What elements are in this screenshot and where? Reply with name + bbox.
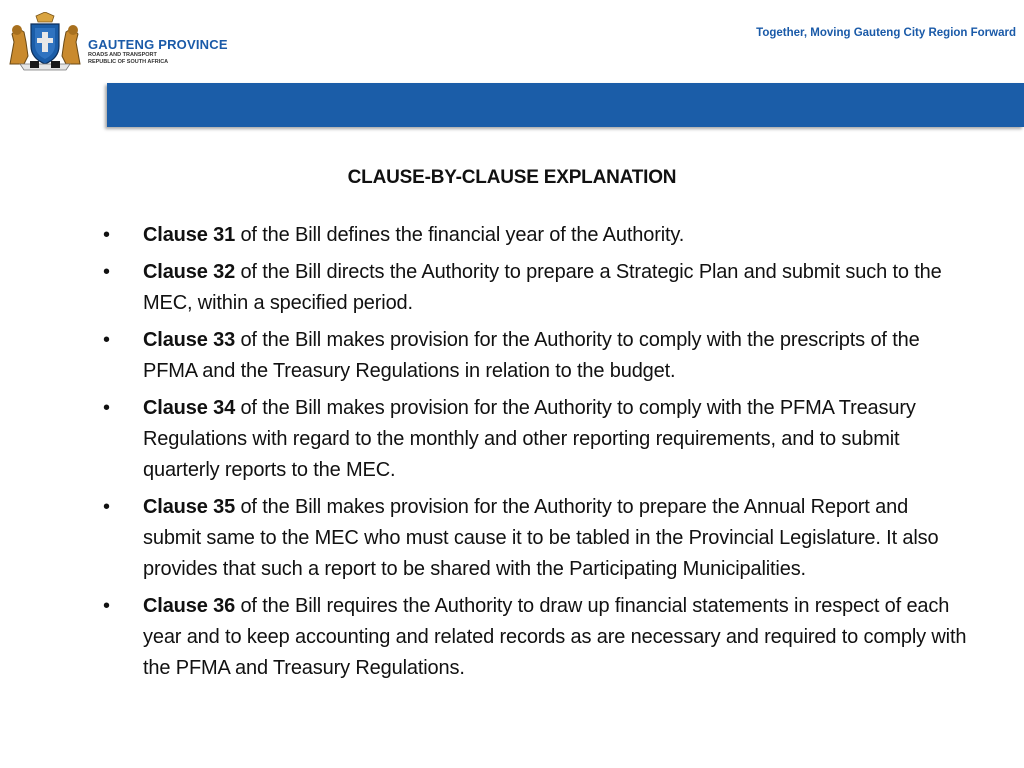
clause-text: of the Bill makes provision for the Authority to comply with the PFMA Treasury Regulations with regard to the monthly and other reporting requirements, and to submit quarterly reports to the MEC. xyxy=(143,397,916,481)
coat-of-arms-icon xyxy=(6,12,84,72)
bullet-icon: • xyxy=(103,397,110,419)
clause-text: of the Bill makes provision for the Authority to comply with the prescripts of the PFMA and the Treasury Regulations in relation to the budget. xyxy=(143,329,920,382)
header-band xyxy=(107,83,1024,127)
bullet-icon: • xyxy=(103,496,110,518)
clause-number: Clause 36 xyxy=(143,595,236,617)
clause-number: Clause 33 xyxy=(143,329,236,351)
clause-number: Clause 35 xyxy=(143,496,236,518)
org-country: REPUBLIC OF SOUTH AFRICA xyxy=(88,59,169,65)
organization-name-block xyxy=(88,38,228,66)
clause-item xyxy=(100,591,970,684)
bullet-icon: • xyxy=(103,224,110,246)
clause-number: Clause 32 xyxy=(143,261,236,283)
slide-title: CLAUSE-BY-CLAUSE EXPLANATION xyxy=(347,167,677,188)
clause-item xyxy=(100,325,970,387)
tagline: Together, Moving Gauteng City Region Forward xyxy=(756,27,1016,39)
clause-item xyxy=(100,393,970,486)
clause-item xyxy=(100,257,970,319)
org-name: GAUTENG PROVINCE xyxy=(88,37,228,52)
bullet-icon: • xyxy=(103,595,110,617)
bullet-icon: • xyxy=(103,261,110,283)
clause-text: of the Bill defines the financial year of the Authority. xyxy=(235,224,685,246)
org-department: ROADS AND TRANSPORT xyxy=(88,52,157,58)
clause-number: Clause 31 xyxy=(143,224,236,246)
bullet-icon: • xyxy=(103,329,110,351)
clause-text: of the Bill requires the Authority to draw up financial statements in respect of each year and to keep accounting and related records as are necessary and required to comply with the PFMA and Treasury Regulations. xyxy=(143,595,967,679)
clause-list xyxy=(100,220,970,690)
clause-item xyxy=(100,492,970,585)
clause-text: of the Bill makes provision for the Authority to prepare the Annual Report and submit same to the MEC who must cause it to be tabled in the Provincial Legislature. It also provides that such a report to be shared with the Participating Municipalities. xyxy=(143,496,939,580)
clause-text: of the Bill directs the Authority to prepare a Strategic Plan and submit such to the MEC, within a specified period. xyxy=(143,261,942,314)
clause-number: Clause 34 xyxy=(143,397,236,419)
clause-item xyxy=(100,220,970,251)
